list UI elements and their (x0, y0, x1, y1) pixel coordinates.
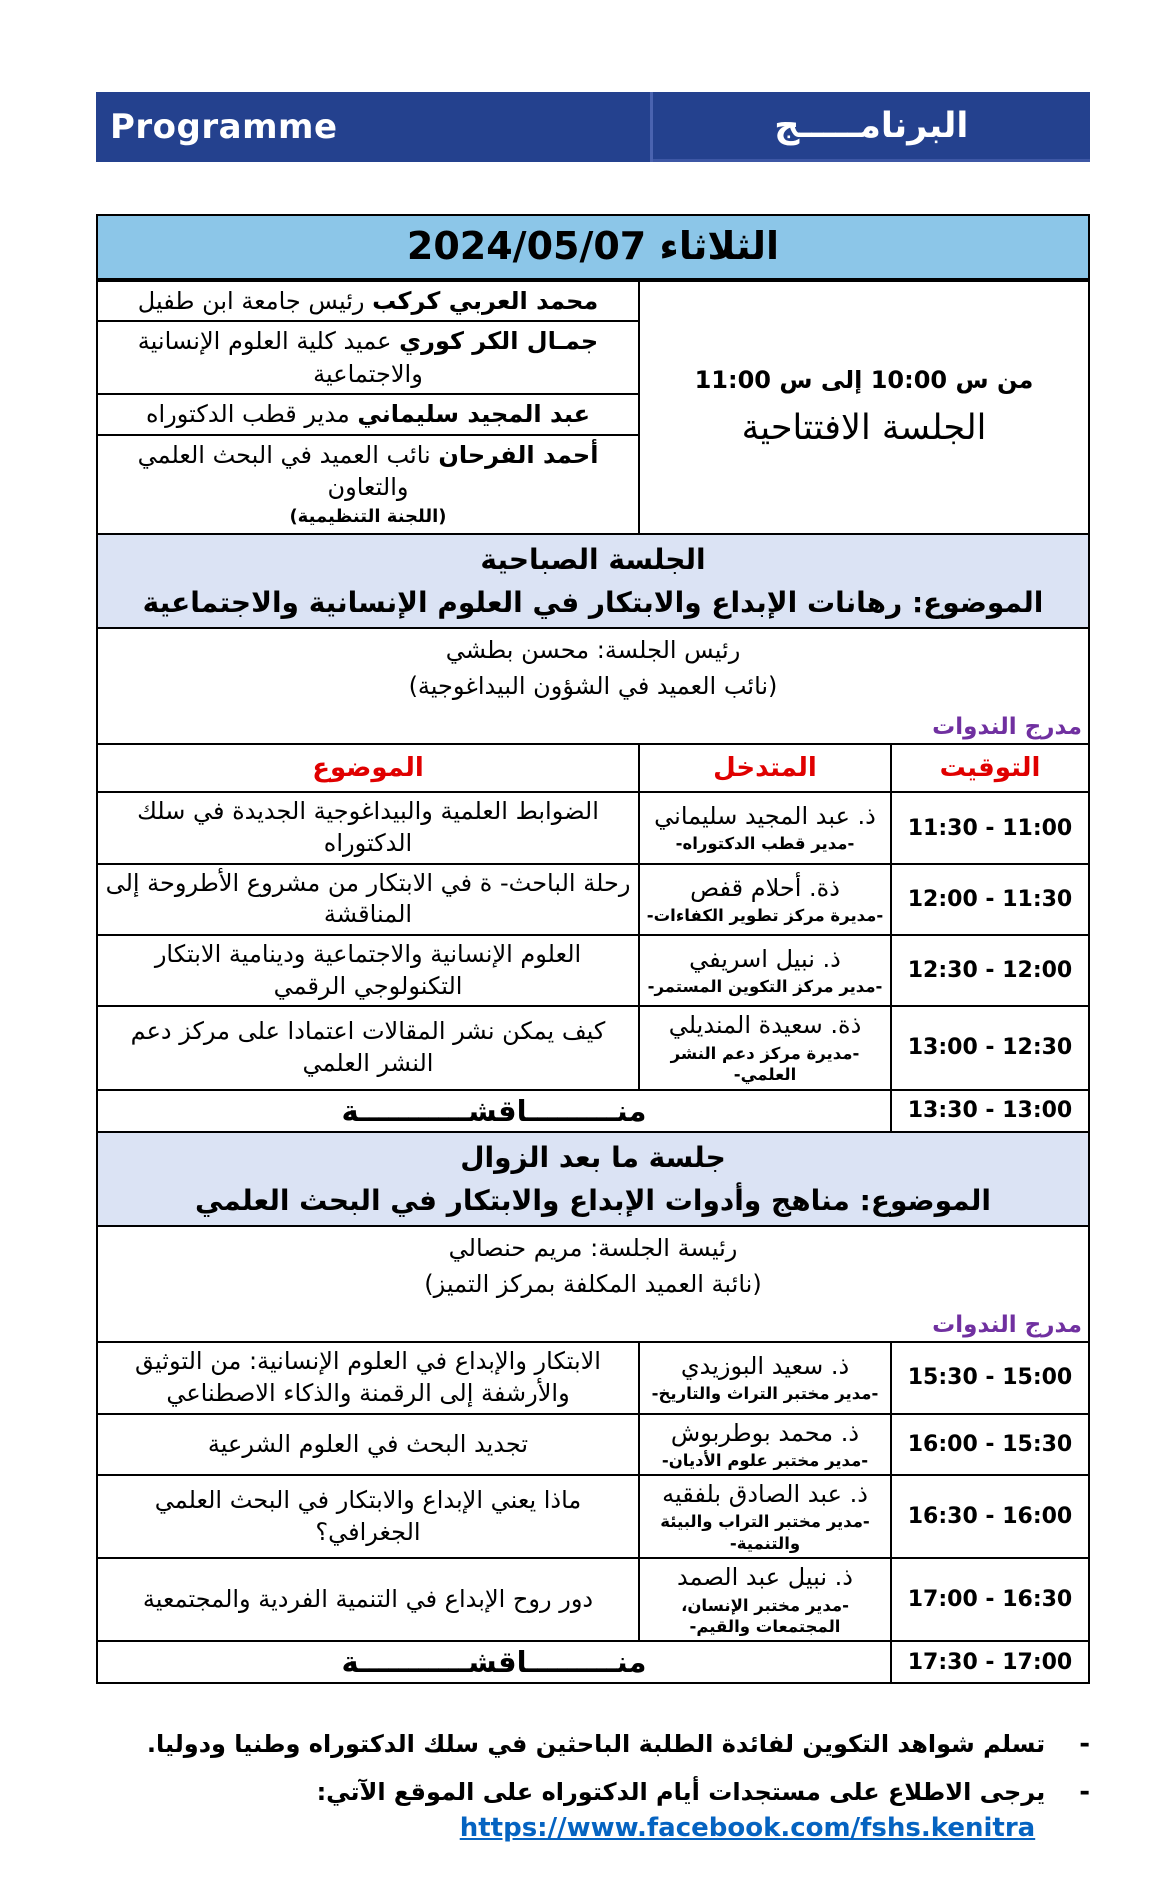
speaker-name: ذ. عبد المجيد سليماني (654, 802, 876, 831)
column-header-time: التوقيت (891, 744, 1089, 792)
opening-member (97, 281, 639, 321)
session-banner-afternoon (97, 1132, 1089, 1227)
header-left-cell (96, 92, 653, 162)
time-cell: 16:00 - 15:30 (891, 1414, 1089, 1476)
opening-session-cell (639, 281, 1089, 534)
opening-member (97, 435, 639, 534)
schedule-row (97, 1558, 1089, 1641)
schedule-row (97, 864, 1089, 935)
member-role: مدير قطب الدكتوراه (145, 400, 358, 429)
time-cell: 15:30 - 15:00 (891, 1342, 1089, 1413)
time-cell: 12:30 - 12:00 (891, 935, 1089, 1006)
topic-cell: دور روح الإبداع في التنمية الفردية والمجتمعية (97, 1558, 639, 1641)
speaker-role: -مدير مختبر التراب والبيئة والتنمية- (660, 1512, 870, 1553)
speaker-name: ذة. أحلام قفص (690, 873, 840, 902)
date-banner: الثلاثاء 2024/05/07 (96, 214, 1090, 280)
opening-member (97, 394, 639, 434)
chair-cell (97, 628, 1089, 744)
session-subject: الموضوع: رهانات الإبداع والابتكار في العلوم الإنسانية والاجتماعية (142, 586, 1044, 620)
opening-row-1 (97, 281, 1089, 321)
speaker-cell (639, 935, 891, 1006)
speaker-role: -مديرة مركز دعم النشر العلمي- (670, 1043, 860, 1085)
opening-time: من س 10:00 إلى س 11:00 (694, 366, 1034, 395)
member-role: رئيس جامعة ابن طفيل (137, 287, 373, 315)
programme-title-en: Programme (110, 107, 338, 147)
session-title: الجلسة الصباحية (480, 542, 706, 576)
header-bar (96, 92, 1090, 162)
speaker-name: ذ. محمد بوطربوش (670, 1418, 860, 1447)
member-note: (اللجنة التنظيمية) (289, 506, 447, 528)
time-cell: 16:30 - 16:00 (891, 1475, 1089, 1558)
chair-role: (نائبة العميد المكلفة بمركز التميز) (424, 1270, 762, 1299)
column-header-topic: الموضوع (97, 744, 639, 792)
programme-title-ar: البرنامـــــج (774, 105, 969, 146)
speaker-cell (639, 1475, 891, 1558)
chair-cell (97, 1226, 1089, 1342)
speaker-cell (639, 1006, 891, 1089)
time-cell: 13:30 - 13:00 (891, 1090, 1089, 1132)
footer-note-2-text (96, 1776, 1045, 1846)
member-role: نائب العميد في البحث العلمي والتعاون (137, 440, 439, 501)
time-cell: 11:30 - 11:00 (891, 792, 1089, 863)
member-name: عبد المجيد سليماني (357, 400, 591, 429)
topic-cell: تجديد البحث في العلوم الشرعية (97, 1414, 639, 1476)
member-name: محمد العربي كركب (372, 287, 599, 315)
chair-role: (نائب العميد في الشؤون البيداغوجية) (408, 672, 778, 701)
speaker-cell (639, 1342, 891, 1413)
member-name: أحمد الفرحان (438, 440, 599, 469)
speaker-role: -مدير مختبر علوم الأديان- (661, 1450, 869, 1470)
speaker-cell (639, 864, 891, 935)
speaker-name: ذ. نبيل اسريفي (689, 944, 841, 973)
morning-chair-row (97, 628, 1089, 744)
member-name: جمـال الكر كوري (399, 327, 599, 356)
topic-cell: العلوم الإنسانية والاجتماعية ودينامية الابتكار التكنولوجي الرقمي (97, 935, 639, 1006)
opening-member (97, 321, 639, 394)
footer-note-1-text: تسلم شواهد التكوين لفائدة الطلبة الباحثين في سلك الدكتوراه وطنيا ودوليا. (146, 1730, 1046, 1759)
speaker-role: -مدير قطب الدكتوراه- (675, 834, 855, 854)
session-banner-morning (97, 534, 1089, 629)
chair-name: رئيس الجلسة: محسن بطشي (445, 636, 741, 665)
venue-label: مدرج الندوات (932, 714, 1082, 741)
afternoon-chair-row (97, 1226, 1089, 1342)
schedule-row (97, 792, 1089, 863)
speaker-cell (639, 1414, 891, 1476)
bullet-dash: - (1079, 1776, 1090, 1807)
schedule-row (97, 1006, 1089, 1089)
schedule-row (97, 1414, 1089, 1476)
program-table (96, 280, 1090, 1684)
session-title: جلسة ما بعد الزوال (460, 1140, 726, 1174)
speaker-role: -مدير مختبر التراث والتاريخ- (651, 1384, 879, 1404)
speaker-name: ذ. نبيل عبد الصمد (677, 1563, 853, 1592)
footer-note-1 (96, 1728, 1090, 1762)
footer-notes (96, 1728, 1090, 1846)
discussion-cell: منـــــــــاقشـــــــــــة (97, 1641, 891, 1683)
time-cell: 17:00 - 16:30 (891, 1558, 1089, 1641)
morning-banner-row (97, 534, 1089, 629)
facebook-link[interactable]: https://www.facebook.com/fshs.kenitra (459, 1812, 1036, 1843)
schedule-row (97, 935, 1089, 1006)
speaker-cell (639, 1558, 891, 1641)
topic-cell: ماذا يعني الإبداع والابتكار في البحث العلمي الجغرافي؟ (97, 1475, 639, 1558)
topic-cell: رحلة الباحث- ة في الابتكار من مشروع الأطروحة إلى المناقشة (97, 864, 639, 935)
header-right-cell (653, 92, 1090, 162)
schedule-row (97, 1342, 1089, 1413)
column-header-row (97, 744, 1089, 792)
chair-name: رئيسة الجلسة: مريم حنصالي (448, 1234, 738, 1263)
discussion-row (97, 1090, 1089, 1132)
time-cell: 17:30 - 17:00 (891, 1641, 1089, 1683)
schedule-row (97, 1475, 1089, 1558)
time-cell: 12:00 - 11:30 (891, 864, 1089, 935)
speaker-role: -مديرة مركز تطوير الكفاءات- (646, 905, 884, 925)
speaker-role: -مدير مختبر الإنسان، المجتمعات والقيم- (681, 1595, 849, 1636)
speaker-name: ذ. عبد الصادق بلفقيه (662, 1480, 868, 1509)
opening-session-title: الجلسة الافتتاحية (741, 408, 987, 449)
time-cell: 13:00 - 12:30 (891, 1006, 1089, 1089)
footer-note-2 (96, 1776, 1090, 1846)
topic-cell: الابتكار والإبداع في العلوم الإنسانية: من التوثيق والأرشفة إلى الرقمنة والذكاء الاصطناعي (97, 1342, 639, 1413)
afternoon-banner-row (97, 1132, 1089, 1227)
discussion-cell: منـــــــــاقشـــــــــــة (97, 1090, 891, 1132)
speaker-name: ذ. سعيد البوزيدي (680, 1352, 850, 1381)
venue-label: مدرج الندوات (932, 1312, 1082, 1339)
topic-cell: كيف يمكن نشر المقالات اعتمادا على مركز دعم النشر العلمي (97, 1006, 639, 1089)
speaker-role: -مدير مركز التكوين المستمر- (647, 977, 883, 997)
discussion-row (97, 1641, 1089, 1683)
column-header-speaker: المتدخل (639, 744, 891, 792)
topic-cell: الضوابط العلمية والبيداغوجية الجديدة في سلك الدكتوراه (97, 792, 639, 863)
speaker-name: ذة. سعيدة المنديلي (668, 1011, 862, 1040)
footer-note-2-label: يرجى الاطلاع على مستجدات أيام الدكتوراه على الموقع الآتي: (316, 1777, 1046, 1806)
speaker-cell (639, 792, 891, 863)
member-role: عميد كلية العلوم الإنسانية والاجتماعية (137, 327, 423, 388)
session-subject: الموضوع: مناهج وأدوات الإبداع والابتكار في البحث العلمي (194, 1183, 992, 1217)
bullet-dash: - (1079, 1729, 1090, 1760)
